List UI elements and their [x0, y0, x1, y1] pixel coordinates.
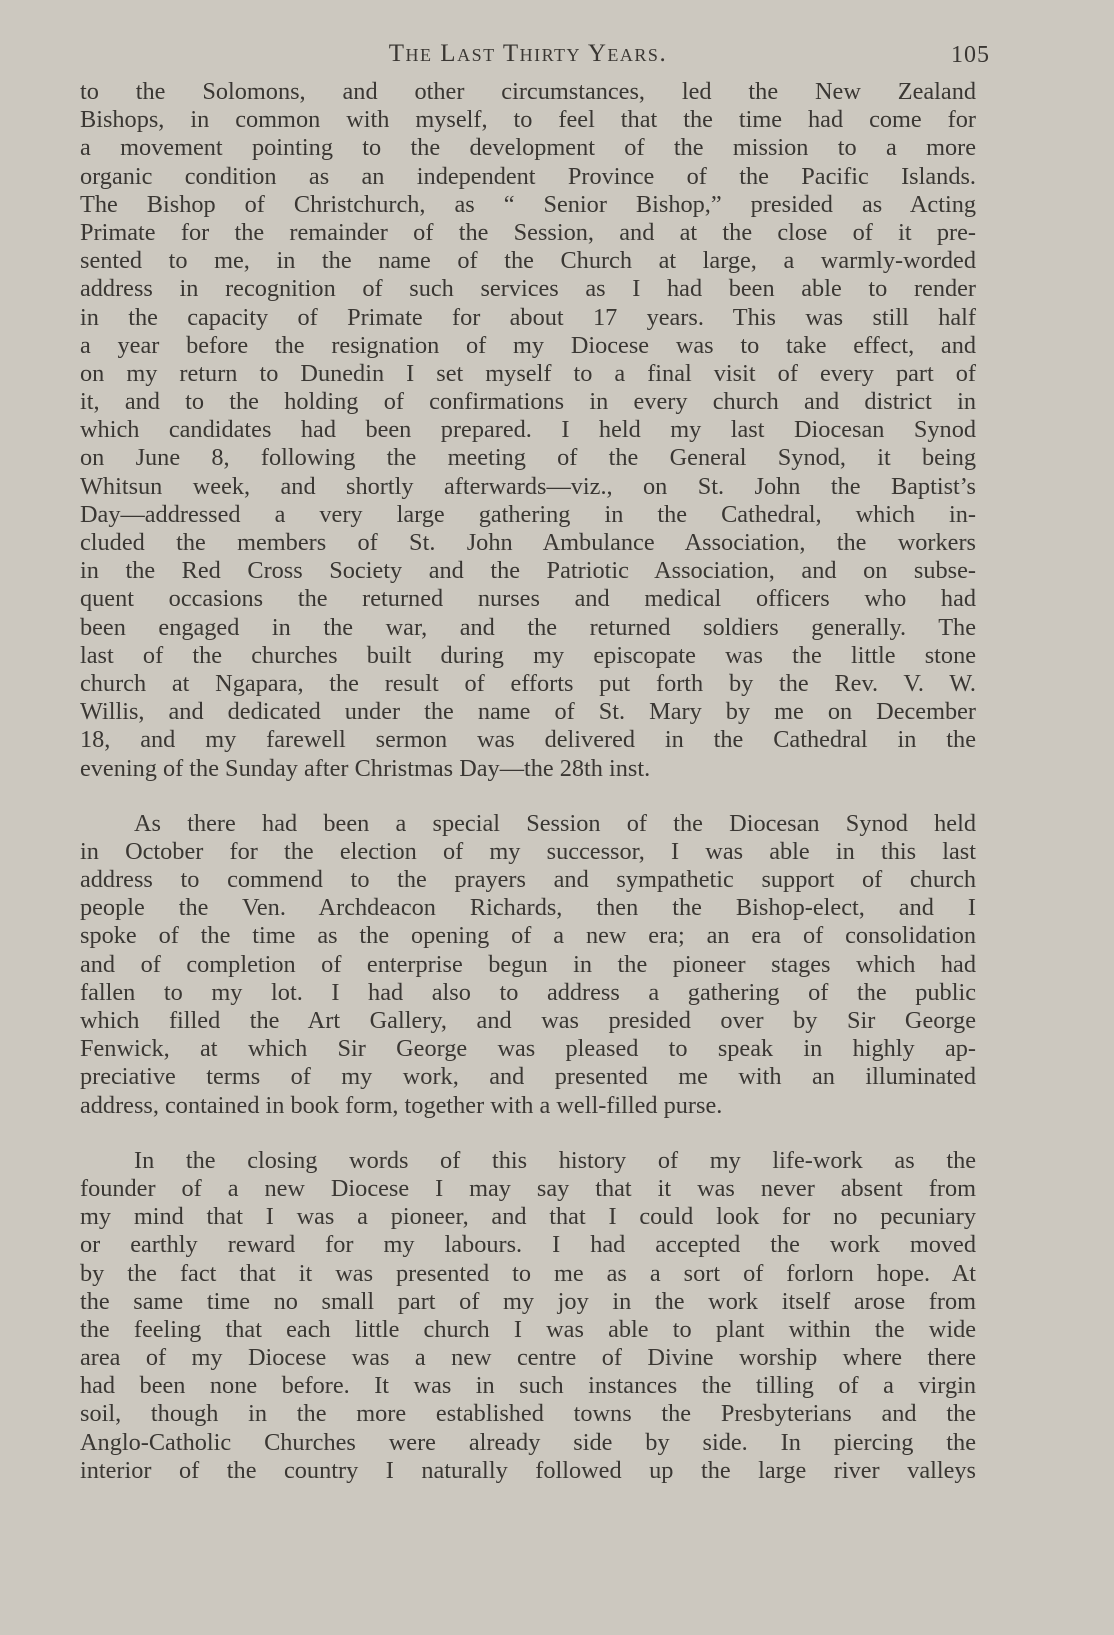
text-line: a year before the resignation of my Diocese was to take effect, and — [80, 331, 976, 359]
text-line: in October for the election of my successor, I was able in this last — [80, 837, 976, 865]
text-line: Bishops, in common with myself, to feel that the time had come for — [80, 106, 976, 134]
text-line: founder of a new Diocese I may say that it was never absent from — [80, 1174, 976, 1202]
running-title: The Last Thirty Years. — [388, 40, 668, 67]
text-line: Anglo-Catholic Churches were already side by side. In piercing the — [80, 1428, 976, 1456]
body-text — [80, 78, 976, 1485]
text-line: a movement pointing to the development of the mission to a more — [80, 134, 976, 162]
text-line: to the Solomons, and other circumstances, led the New Zealand — [80, 78, 976, 105]
paragraph-1 — [80, 78, 976, 783]
text-line: my mind that I was a pioneer, and that I could look for no pecuniary — [80, 1203, 976, 1231]
text-line: Day—addressed a very large gathering in the Cathedral, which in- — [80, 500, 976, 528]
text-line: organic condition as an independent Province of the Pacific Islands. — [80, 162, 976, 190]
text-line: address to commend to the prayers and sympathetic support of church — [80, 866, 976, 894]
paragraph-2 — [80, 810, 976, 1120]
text-line: address, contained in book form, together with a well-filled purse. — [80, 1091, 723, 1119]
text-line: been engaged in the war, and the returned soldiers generally. The — [80, 613, 976, 641]
text-line: fallen to my lot. I had also to address a gathering of the public — [80, 978, 976, 1006]
text-line: on June 8, following the meeting of the General Synod, it being — [80, 444, 976, 472]
text-line: interior of the country I naturally followed up the large river valleys — [80, 1456, 976, 1484]
text-line: Primate for the remainder of the Session, and at the close of it pre- — [80, 218, 976, 246]
text-line: church at Ngapara, the result of efforts put forth by the Rev. V. W. — [80, 669, 976, 697]
text-line: Whitsun week, and shortly afterwards—viz., on St. John the Baptist’s — [80, 472, 976, 500]
text-line: evening of the Sunday after Christmas Day—the 28th inst. — [80, 754, 651, 782]
text-line: the feeling that each little church I was able to plant within the wide — [80, 1315, 976, 1343]
text-line: preciative terms of my work, and presented me with an illuminated — [80, 1063, 976, 1091]
text-line: 18, and my farewell sermon was delivered in the Cathedral in the — [80, 726, 976, 754]
text-line: or earthly reward for my labours. I had accepted the work moved — [80, 1231, 976, 1259]
text-line: In the closing words of this history of my life-work as the — [134, 1146, 976, 1174]
text-line: it, and to the holding of confirmations in every church and district in — [80, 388, 976, 416]
text-line: address in recognition of such services as I had been able to render — [80, 275, 976, 303]
text-line: which candidates had been prepared. I held my last Diocesan Synod — [80, 416, 976, 444]
text-line: sented to me, in the name of the Church at large, a warmly-worded — [80, 247, 976, 275]
book-page — [80, 36, 990, 1485]
paragraph-3 — [80, 1147, 976, 1485]
text-line: by the fact that it was presented to me as a sort of forlorn hope. At — [80, 1259, 976, 1287]
text-line: area of my Diocese was a new centre of Divine worship where there — [80, 1344, 976, 1372]
text-line: quent occasions the returned nurses and medical officers who had — [80, 585, 976, 613]
text-line: soil, though in the more established towns the Presbyterians and the — [80, 1400, 976, 1428]
text-line: had been none before. It was in such instances the tilling of a virgin — [80, 1372, 976, 1400]
text-line: and of completion of enterprise begun in the pioneer stages which had — [80, 950, 976, 978]
text-line: spoke of the time as the opening of a new era; an era of consolidation — [80, 922, 976, 950]
text-line: which filled the Art Gallery, and was presided over by Sir George — [80, 1007, 976, 1034]
text-line: the same time no small part of my joy in the work itself arose from — [80, 1287, 976, 1315]
text-line: people the Ven. Archdeacon Richards, then the Bishop-elect, and I — [80, 894, 976, 922]
text-line: cluded the members of St. John Ambulance Association, the workers — [80, 529, 976, 556]
page-number: 105 — [951, 42, 990, 68]
text-line: As there had been a special Session of the Diocesan Synod held — [134, 809, 976, 837]
text-line: Willis, and dedicated under the name of St. Mary by me on December — [80, 698, 976, 726]
text-line: Fenwick, at which Sir George was pleased to speak in highly ap- — [80, 1035, 976, 1063]
text-line: in the capacity of Primate for about 17 years. This was still half — [80, 303, 976, 331]
text-line: last of the churches built during my episcopate was the little stone — [80, 641, 976, 669]
text-line: The Bishop of Christchurch, as “ Senior Bishop,” presided as Acting — [80, 190, 976, 218]
running-head — [80, 36, 990, 76]
text-line: in the Red Cross Society and the Patriotic Association, and on subse- — [80, 557, 976, 585]
text-line: on my return to Dunedin I set myself to a final visit of every part of — [80, 359, 976, 387]
